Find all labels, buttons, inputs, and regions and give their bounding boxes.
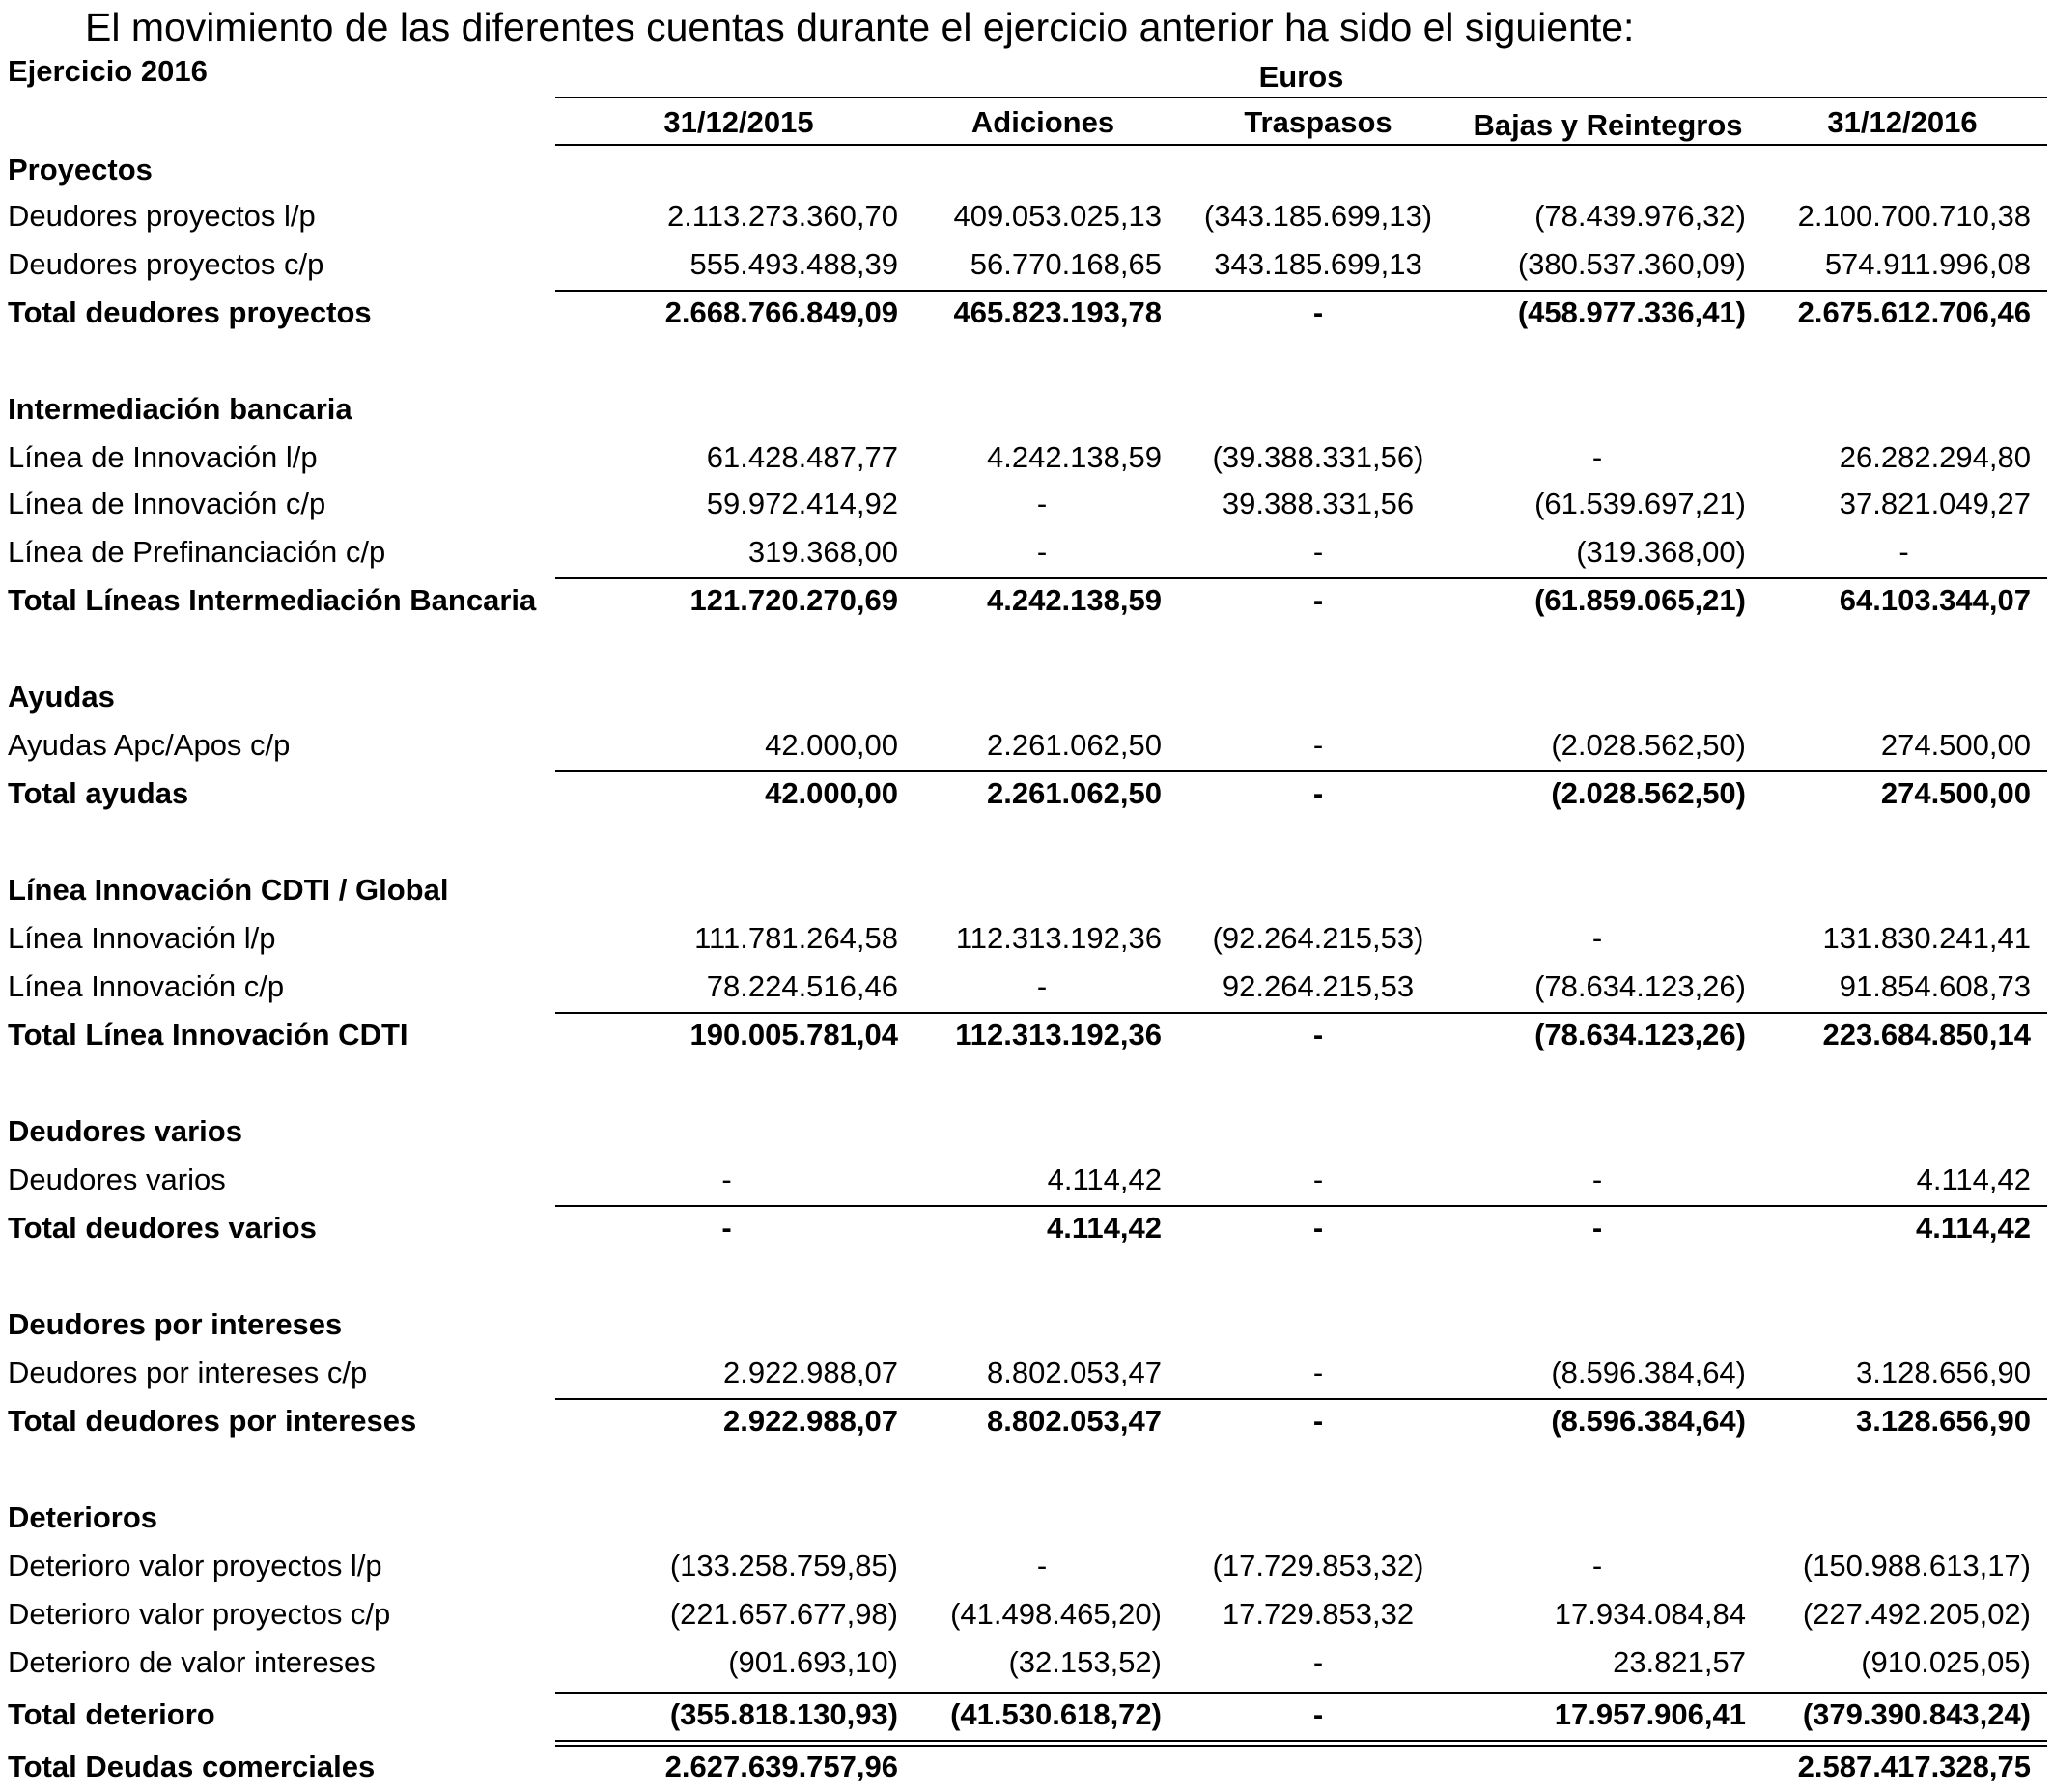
table-row bbox=[0, 1157, 2053, 1205]
row-label: Total deterioro bbox=[8, 1697, 215, 1731]
cell-opening: - bbox=[721, 1211, 732, 1245]
row-label: Línea Innovación c/p bbox=[8, 969, 285, 1003]
row-label: Línea de Prefinanciación c/p bbox=[8, 535, 386, 569]
cell-additions: 4.242.138,59 bbox=[986, 440, 1162, 474]
table-row bbox=[0, 964, 2053, 1012]
row-label: Deudores por intereses c/p bbox=[8, 1356, 368, 1389]
row-label: Ayudas Apc/Apos c/p bbox=[8, 728, 291, 762]
cell-closing: 2.675.612.706,46 bbox=[1797, 295, 2031, 329]
cell-opening: 42.000,00 bbox=[765, 728, 898, 762]
section-heading-row bbox=[0, 386, 2053, 434]
section-heading-row bbox=[0, 674, 2053, 722]
row-label: Total Deudas comerciales bbox=[8, 1750, 376, 1783]
table-row bbox=[0, 241, 2053, 290]
cell-opening: 78.224.516,46 bbox=[706, 969, 898, 1003]
cell-opening: 555.493.488,39 bbox=[689, 247, 898, 281]
cell-transfers: - bbox=[1312, 1645, 1324, 1679]
cell-additions: - bbox=[1036, 969, 1048, 1003]
cell-transfers: - bbox=[1312, 1404, 1324, 1438]
total-row bbox=[0, 1205, 2053, 1253]
table-row bbox=[0, 1543, 2053, 1591]
section-heading: Proyectos bbox=[8, 153, 153, 186]
cell-additions: 4.114,42 bbox=[1047, 1162, 1162, 1196]
cell-withdrawals: (2.028.562,50) bbox=[1551, 728, 1746, 762]
row-label: Deterioro valor proyectos c/p bbox=[8, 1597, 391, 1631]
ejercicio-title: Ejercicio 2016 bbox=[8, 54, 208, 88]
cell-additions: 409.053.025,13 bbox=[953, 199, 1162, 233]
table-row bbox=[0, 1350, 2053, 1398]
section-heading-row bbox=[0, 867, 2053, 915]
cell-withdrawals: (61.539.697,21) bbox=[1534, 487, 1746, 520]
cell-closing: 3.128.656,90 bbox=[1855, 1356, 2031, 1389]
column-header-transfers: Traspasos bbox=[1244, 105, 1392, 139]
header-rule-bottom bbox=[555, 144, 2047, 146]
section-heading: Intermediación bancaria bbox=[8, 392, 352, 426]
row-label: Deudores proyectos c/p bbox=[8, 247, 324, 281]
row-label: Deudores varios bbox=[8, 1162, 226, 1196]
cell-transfers: 17.729.853,32 bbox=[1222, 1597, 1415, 1631]
cell-opening: 2.113.273.360,70 bbox=[666, 199, 898, 233]
cell-opening: 121.720.270,69 bbox=[689, 583, 898, 617]
cell-transfers: - bbox=[1312, 1356, 1324, 1389]
cell-additions: 112.313.192,36 bbox=[955, 1018, 1162, 1051]
cell-additions: 56.770.168,65 bbox=[970, 247, 1162, 281]
row-label: Total Líneas Intermediación Bancaria bbox=[8, 583, 537, 617]
table-row bbox=[0, 434, 2053, 483]
cell-additions: (41.530.618,72) bbox=[950, 1697, 1162, 1731]
cell-transfers: - bbox=[1312, 728, 1324, 762]
cell-transfers: (92.264.215,53) bbox=[1212, 921, 1424, 955]
cell-closing: 64.103.344,07 bbox=[1839, 583, 2031, 617]
cell-closing: 3.128.656,90 bbox=[1855, 1404, 2031, 1438]
column-header-withdrawals: Bajas y Reintegros bbox=[1473, 108, 1743, 142]
cell-additions: 2.261.062,50 bbox=[986, 776, 1162, 810]
cell-closing: - bbox=[1898, 535, 1909, 569]
row-label: Total ayudas bbox=[8, 776, 189, 810]
cell-withdrawals: - bbox=[1591, 1211, 1603, 1245]
cell-transfers: - bbox=[1312, 1211, 1324, 1245]
cell-transfers: - bbox=[1312, 295, 1324, 329]
cell-opening: 42.000,00 bbox=[765, 776, 898, 810]
cell-opening: 319.368,00 bbox=[747, 535, 898, 569]
cell-closing: (150.988.613,17) bbox=[1802, 1549, 2031, 1582]
section-heading-row bbox=[0, 1495, 2053, 1543]
cell-opening: 2.668.766.849,09 bbox=[664, 295, 898, 329]
row-label: Línea Innovación l/p bbox=[8, 921, 276, 955]
cell-withdrawals: (61.859.065,21) bbox=[1534, 583, 1746, 617]
cell-closing: 2.587.417.328,75 bbox=[1797, 1750, 2031, 1783]
cell-withdrawals: - bbox=[1591, 440, 1603, 474]
cell-additions: 4.114,42 bbox=[1047, 1211, 1162, 1245]
cell-closing: 274.500,00 bbox=[1880, 728, 2031, 762]
cell-opening: (133.258.759,85) bbox=[669, 1549, 898, 1582]
cell-transfers: - bbox=[1312, 1697, 1324, 1731]
cell-additions: - bbox=[1036, 535, 1048, 569]
cell-transfers: (343.185.699,13) bbox=[1203, 199, 1433, 233]
cell-transfers: 92.264.215,53 bbox=[1222, 969, 1415, 1003]
cell-transfers: 343.185.699,13 bbox=[1214, 247, 1422, 281]
table-row bbox=[0, 915, 2053, 964]
cell-transfers: - bbox=[1312, 583, 1324, 617]
cell-closing: 4.114,42 bbox=[1916, 1162, 2031, 1196]
cell-withdrawals: (78.634.123,26) bbox=[1534, 969, 1746, 1003]
cell-opening: (355.818.130,93) bbox=[669, 1697, 898, 1731]
row-label: Total deudores proyectos bbox=[8, 295, 372, 329]
column-header-closing: 31/12/2016 bbox=[1827, 105, 1978, 139]
cell-opening: 59.972.414,92 bbox=[706, 487, 898, 520]
cell-closing: 91.854.608,73 bbox=[1839, 969, 2031, 1003]
total-row bbox=[0, 1398, 2053, 1446]
cell-withdrawals: (78.634.123,26) bbox=[1534, 1018, 1746, 1051]
cell-closing: 26.282.294,80 bbox=[1839, 440, 2031, 474]
table-row bbox=[0, 193, 2053, 241]
cell-closing: 37.821.049,27 bbox=[1839, 487, 2031, 520]
row-label: Total Línea Innovación CDTI bbox=[8, 1018, 408, 1051]
row-label: Total deudores por intereses bbox=[8, 1404, 417, 1438]
cell-withdrawals: (319.368,00) bbox=[1576, 535, 1746, 569]
cell-opening: 61.428.487,77 bbox=[706, 440, 898, 474]
section-heading: Ayudas bbox=[8, 680, 115, 714]
unit-header: Euros bbox=[1258, 60, 1344, 94]
cell-withdrawals: - bbox=[1591, 1162, 1603, 1196]
cell-withdrawals: - bbox=[1591, 921, 1603, 955]
table-row bbox=[0, 481, 2053, 529]
section-heading: Línea Innovación CDTI / Global bbox=[8, 873, 449, 907]
section-heading-row bbox=[0, 147, 2053, 195]
section-heading: Deudores varios bbox=[8, 1114, 242, 1148]
total-row bbox=[0, 1012, 2053, 1060]
row-label: Línea de Innovación l/p bbox=[8, 440, 318, 474]
cell-withdrawals: 17.934.084,84 bbox=[1554, 1597, 1746, 1631]
row-label: Deterioro valor proyectos l/p bbox=[8, 1549, 382, 1582]
section-heading-row bbox=[0, 1302, 2053, 1350]
section-heading-row bbox=[0, 1108, 2053, 1157]
cell-withdrawals: (2.028.562,50) bbox=[1551, 776, 1746, 810]
column-header-opening: 31/12/2015 bbox=[663, 105, 814, 139]
table-row bbox=[0, 529, 2053, 577]
cell-additions: 4.242.138,59 bbox=[986, 583, 1162, 617]
cell-closing: (910.025,05) bbox=[1861, 1645, 2031, 1679]
total-row bbox=[0, 1692, 2053, 1740]
cell-additions: 112.313.192,36 bbox=[955, 921, 1162, 955]
cell-opening: - bbox=[721, 1162, 732, 1196]
row-label: Deterioro de valor intereses bbox=[8, 1645, 376, 1679]
cell-withdrawals: (458.977.336,41) bbox=[1517, 295, 1746, 329]
header-rule-top bbox=[555, 97, 2047, 98]
cell-opening: 2.922.988,07 bbox=[722, 1356, 898, 1389]
cell-transfers: 39.388.331,56 bbox=[1222, 487, 1415, 520]
cell-closing: (379.390.843,24) bbox=[1802, 1697, 2031, 1731]
cell-withdrawals: (8.596.384,64) bbox=[1551, 1356, 1746, 1389]
cell-transfers: - bbox=[1312, 535, 1324, 569]
cell-withdrawals: (380.537.360,09) bbox=[1517, 247, 1746, 281]
cell-transfers: (17.729.853,32) bbox=[1212, 1549, 1424, 1582]
cell-additions: (32.153,52) bbox=[1008, 1645, 1162, 1679]
cell-opening: 190.005.781,04 bbox=[689, 1018, 898, 1051]
cell-closing: 574.911.996,08 bbox=[1824, 247, 2031, 281]
cell-additions: 465.823.193,78 bbox=[953, 295, 1162, 329]
cell-transfers: - bbox=[1312, 1162, 1324, 1196]
cell-withdrawals: (8.596.384,64) bbox=[1551, 1404, 1746, 1438]
total-row bbox=[0, 290, 2053, 338]
cell-opening: 2.922.988,07 bbox=[722, 1404, 898, 1438]
section-heading: Deudores por intereses bbox=[8, 1307, 343, 1341]
row-label: Total deudores varios bbox=[8, 1211, 317, 1245]
cell-withdrawals: (78.439.976,32) bbox=[1534, 199, 1746, 233]
cell-transfers: (39.388.331,56) bbox=[1212, 440, 1424, 474]
cell-additions: 2.261.062,50 bbox=[986, 728, 1162, 762]
cell-closing: 223.684.850,14 bbox=[1822, 1018, 2031, 1051]
cell-withdrawals: - bbox=[1591, 1549, 1603, 1582]
cell-additions: (41.498.465,20) bbox=[950, 1597, 1162, 1631]
cell-closing: 131.830.241,41 bbox=[1822, 921, 2031, 955]
total-row bbox=[0, 770, 2053, 819]
section-heading: Deterioros bbox=[8, 1500, 158, 1534]
cell-closing: 2.100.700.710,38 bbox=[1797, 199, 2031, 233]
row-label: Línea de Innovación c/p bbox=[8, 487, 326, 520]
column-header-additions: Adiciones bbox=[970, 105, 1115, 139]
cell-closing: (227.492.205,02) bbox=[1802, 1597, 2031, 1631]
cell-additions: 8.802.053,47 bbox=[986, 1356, 1162, 1389]
cell-additions: 8.802.053,47 bbox=[986, 1404, 1162, 1438]
cell-closing: 4.114,42 bbox=[1916, 1211, 2031, 1245]
cell-transfers: - bbox=[1312, 776, 1324, 810]
intro-text: El movimiento de las diferentes cuentas durante el ejercicio anterior ha sido el siguiente: bbox=[85, 5, 1635, 49]
cell-withdrawals: 23.821,57 bbox=[1613, 1645, 1746, 1679]
total-row bbox=[0, 577, 2053, 626]
table-row bbox=[0, 1639, 2053, 1688]
cell-withdrawals: 17.957.906,41 bbox=[1554, 1697, 1746, 1731]
table-row bbox=[0, 1591, 2053, 1639]
cell-opening: (221.657.677,98) bbox=[669, 1597, 898, 1631]
cell-closing: 274.500,00 bbox=[1880, 776, 2031, 810]
total-row bbox=[0, 1744, 2053, 1792]
cell-additions: - bbox=[1036, 487, 1048, 520]
cell-opening: (901.693,10) bbox=[728, 1645, 898, 1679]
cell-opening: 2.627.639.757,96 bbox=[664, 1750, 898, 1783]
table-row bbox=[0, 722, 2053, 770]
row-label: Deudores proyectos l/p bbox=[8, 199, 316, 233]
cell-additions: - bbox=[1036, 1549, 1048, 1582]
cell-transfers: - bbox=[1312, 1018, 1324, 1051]
cell-opening: 111.781.264,58 bbox=[694, 921, 898, 955]
